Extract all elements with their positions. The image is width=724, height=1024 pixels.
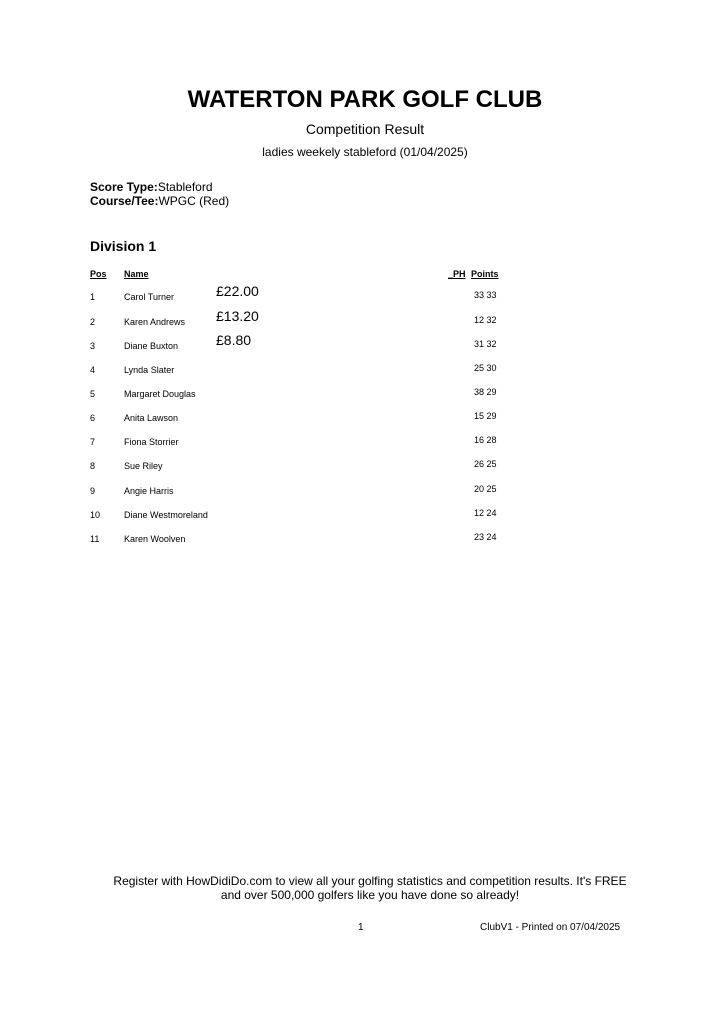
score-type-line [90,180,213,194]
row-position: 3 [90,341,96,351]
row-ph-points: 12 24 [474,508,497,518]
row-position: 7 [90,437,96,447]
row-ph-points: 38 29 [474,387,497,397]
row-player-name: Sue Riley [124,461,163,471]
page-number: 1 [358,922,364,933]
row-ph-points: 15 29 [474,411,497,421]
register-promo-line2: and over 500,000 golfers like you have done so already! [220,888,520,902]
row-player-name: Angie Harris [124,486,174,496]
table-row [0,362,724,378]
row-position: 11 [90,534,100,544]
row-player-name: Lynda Slater [124,365,175,375]
row-position: 6 [90,413,96,423]
table-row [0,507,724,523]
competition-heading: Competition Result [305,121,425,137]
course-tee-label: Course/Tee: [90,194,159,208]
row-prize: £13.20 [216,308,259,324]
row-position: 1 [90,292,96,302]
row-position: 5 [90,389,96,399]
table-row [0,410,724,426]
score-type-value: Stableford [157,180,213,194]
row-player-name: Diane Buxton [124,341,179,351]
row-player-name: Margaret Douglas [124,389,196,399]
row-player-name: Diane Westmoreland [124,510,208,520]
row-ph-points: 23 24 [474,532,497,542]
table-row [0,332,724,354]
column-header-points: Points [471,269,499,279]
row-ph-points: 12 32 [474,315,497,325]
row-position: 2 [90,317,96,327]
table-row [0,434,724,450]
row-player-name: Karen Woolven [124,534,186,544]
row-player-name: Carol Turner [124,292,175,302]
table-row [0,283,724,305]
competition-name: ladies weekely stableford (01/04/2025) [262,145,468,159]
row-ph-points: 16 28 [474,435,497,445]
row-position: 9 [90,486,96,496]
row-ph-points: 20 25 [474,484,497,494]
column-header-pos: Pos [90,269,107,279]
row-player-name: Fiona Storrier [124,437,179,447]
row-player-name: Anita Lawson [124,413,179,423]
row-prize: £8.80 [216,332,252,348]
table-row [0,531,724,547]
table-row [0,308,724,330]
table-row [0,386,724,402]
table-row [0,483,724,499]
row-position: 10 [90,510,101,520]
row-player-name: Karen Andrews [124,317,186,327]
register-promo [0,874,724,902]
course-tee-line [90,194,229,208]
column-header-ph: _PH [448,269,466,279]
row-position: 4 [90,365,96,375]
row-prize: £22.00 [216,283,259,299]
course-tee-value: WPGC (Red) [158,194,230,208]
club-title: WATERTON PARK GOLF CLUB [187,86,543,113]
row-ph-points: 31 32 [474,339,497,349]
division-title: Division 1 [90,238,157,254]
score-type-label: Score Type: [90,180,158,194]
row-ph-points: 25 30 [474,363,497,373]
printed-on-text: ClubV1 - Printed on 07/04/2025 [480,922,621,933]
row-ph-points: 26 25 [474,459,497,469]
row-ph-points: 33 33 [474,290,497,300]
column-header-name: Name [124,269,149,279]
register-promo-line1: Register with HowDidiDo.com to view all your golfing statistics and competition results. It's FREE [113,874,627,888]
table-row [0,458,724,474]
row-position: 8 [90,461,96,471]
